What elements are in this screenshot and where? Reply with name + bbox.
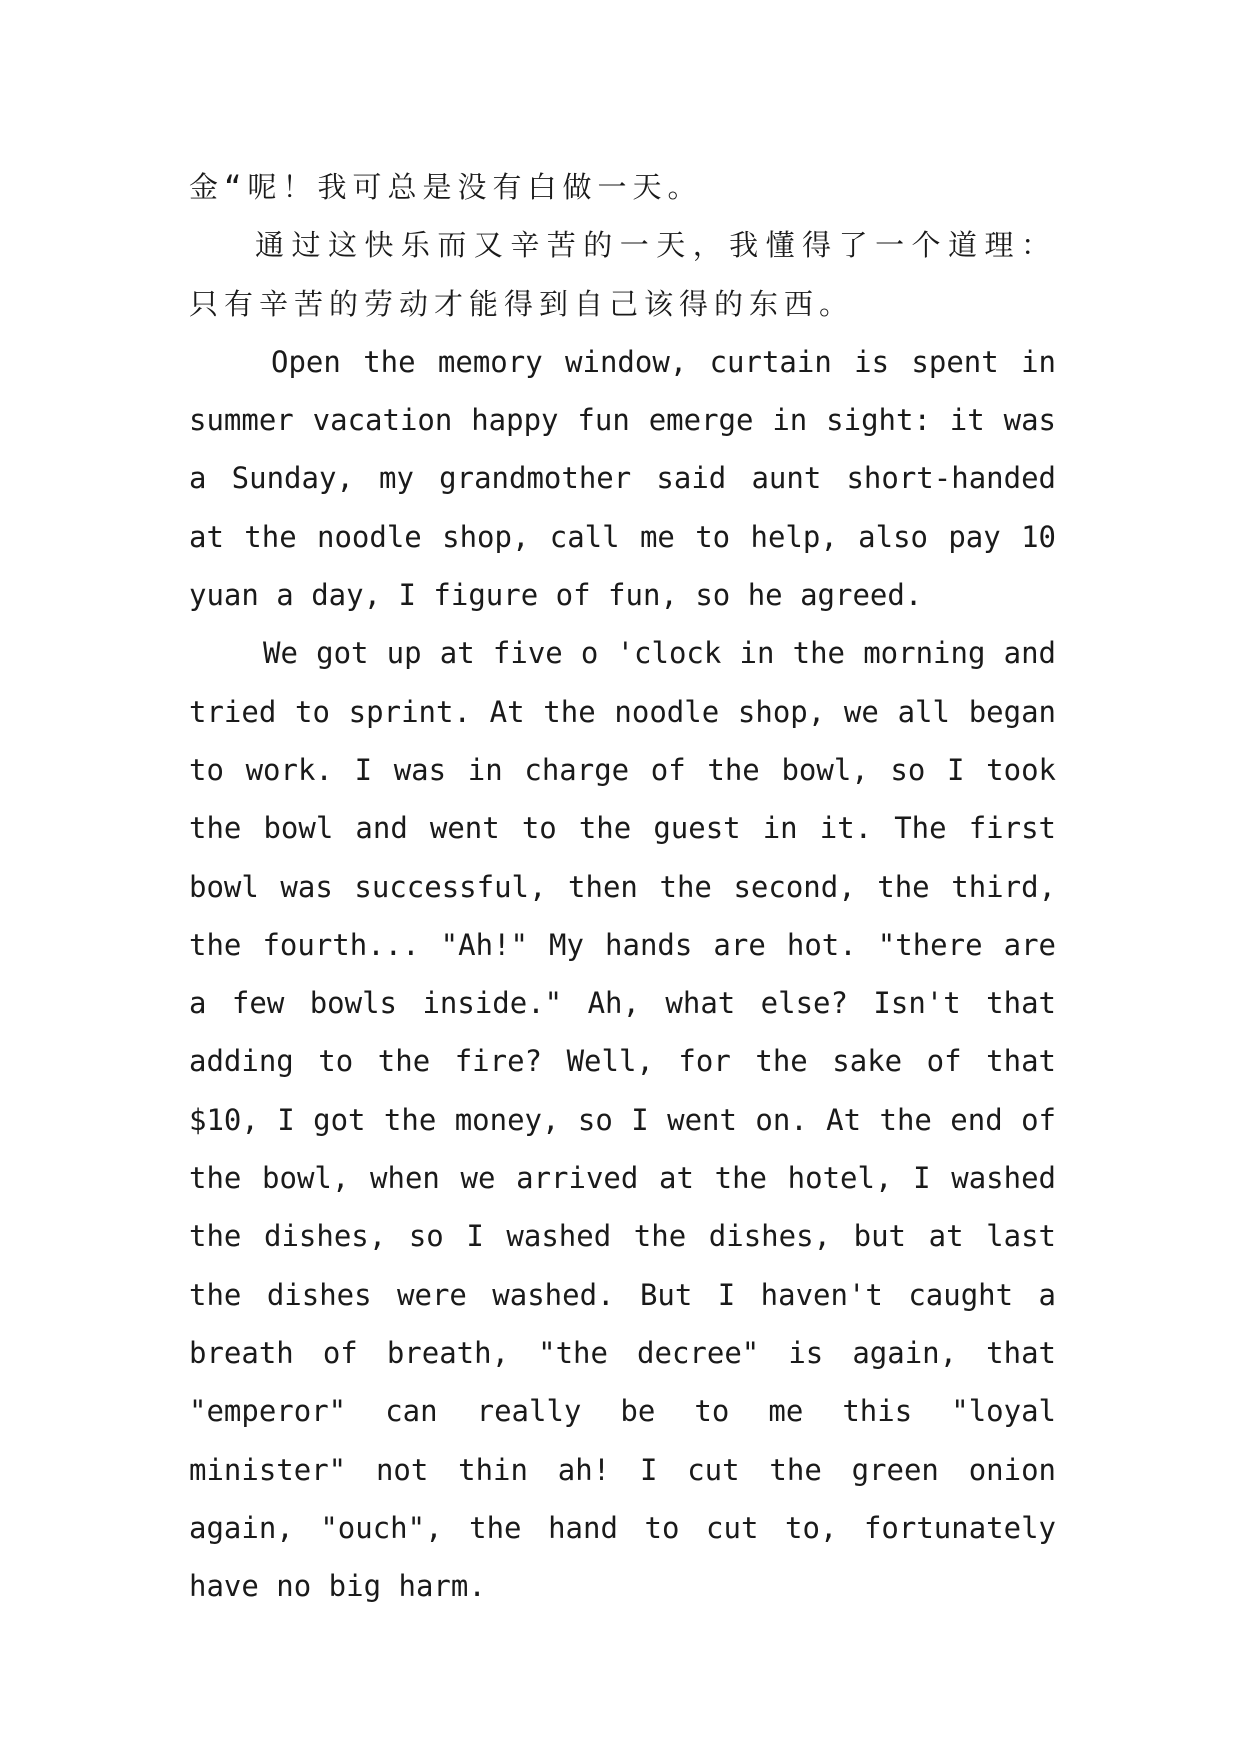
paragraph-memory: Open the memory window, curtain is spent in summer vacation happy fun emerge in sight: it was a Sunday, my grandmother said aunt short-handed at the noodle shop, call me to help, also pay 10 yuan a day, I figure of fun, so he agreed. [189, 344, 1056, 613]
paragraph-lesson: 通过这快乐而又辛苦的一天，我懂得了一个道理：只有辛苦的劳动才能得到自己该得的东西。 [189, 228, 1056, 321]
document-page [189, 158, 1056, 1615]
paragraph-continuation: 金“呢！我可总是没有白做一天。 [189, 170, 703, 204]
paragraph-noodle-shop: We got up at five o 'clock in the morning and tried to sprint. At the noodle shop, we all began to work. I was in charge of the bowl, so I took the bowl and went to the guest in it. The first bowl was successful, then the second, the third, the fourth... "Ah!" My hands are hot. "there are a few bowls inside." Ah, what else? Isn't that adding to the fire? Well, for the sake of that $10, I got the money, so I went on. At the end of the bowl, when we arrived at the hotel, I washed the dishes, so I washed the dishes, but at last the dishes were washed. But I haven't caught a breath of breath, "the decree" is again, that "emperor" can really be to me this "loyal minister" not thin ah! I cut the green onion again, "ouch", the hand to cut to, fortunately have no big harm. [189, 636, 1056, 1604]
